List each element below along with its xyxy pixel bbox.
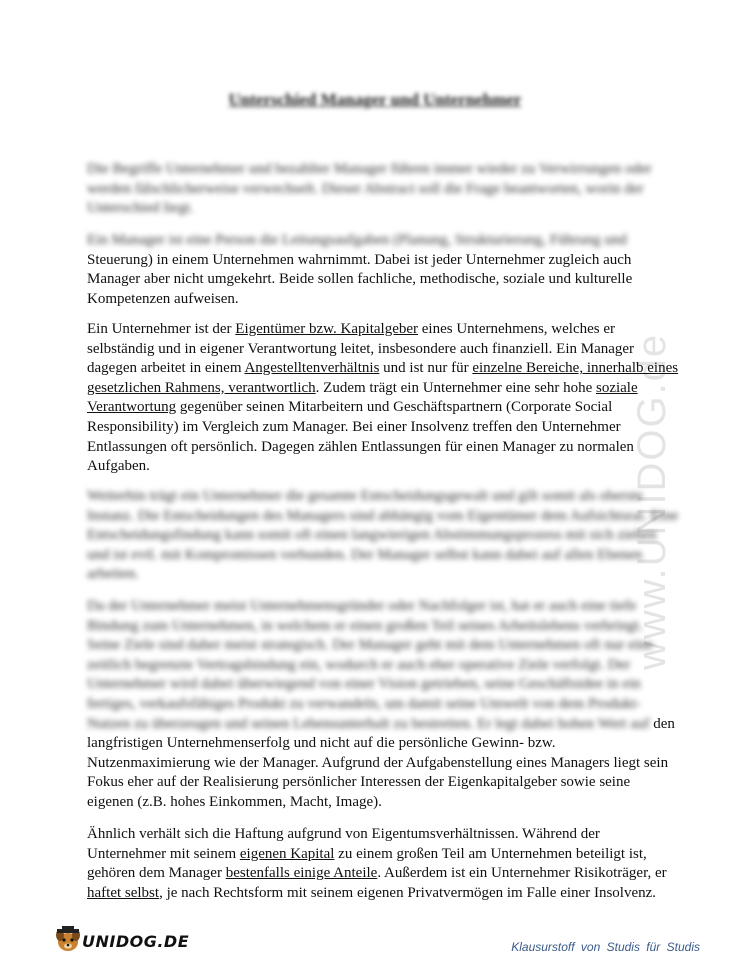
paragraph-decision-power: Weiterhin trägt ein Unternehmer die gesamte Entscheidungsgewalt und gilt somit als oberste Instanz. Die Entscheidungen des Managers sind abhängig vom Eigentümer dem Aufsichtsrat. Eine Entscheidungsfindung kann somit oft einen langwierigen Abstimmungsprozess mit sich ziehen und ist evtl. mit Kompromissen verbunden. Der Manager selbst kann dabei auf allen Ebenen arbeiten. [87,488,679,583]
blurred-text: Ein Manager ist eine Person die Leitungsaufgaben (Planung, Strukturierung, Führung und [87,232,627,248]
underlined-term: eigenen Kapital [239,845,335,862]
logo-text: UNIDOG.DE [82,932,190,951]
unidog-logo [54,926,190,956]
text-run: Ein Unternehmer ist der [87,321,236,337]
paragraph-intro: Die Begriffe Unternehmer und bezahlter Manager führen immer wieder zu Verwirrungen oder werden fälschlicherweise verwechselt. Dieser Abstract soll die Frage beantworten, worin der Unterschied liegt. [87,161,652,217]
underlined-term: einzelne Bereiche, innerhalb eines gesetzlichen Rahmens, verantwortlich [87,360,679,396]
paragraph-liability [87,825,679,903]
text-run: . Außerdem ist ein Unternehmer Risikoträger, er [377,865,667,882]
paragraph-text: den langfristigen Unternehmenserfolg und nicht auf die persönliche Gewinn- bzw. Nutzenmaximierung wie der Manager. Aufgrund der Aufgabenstellung eines Managers liegt sein Fokus eher auf der Realisierung persönlicher Interessen der Eigenkapitalgeber sowie seine eigenen (z.B. hohes Einkommen, Macht, Image). [87,715,675,810]
underlined-term: haftet selbst [87,884,160,901]
underlined-term: soziale Verantwortung [87,379,638,416]
page-title: Unterschied Manager und Unternehmer [228,90,522,109]
paragraph-bonding-goals [87,597,679,813]
dog-mascot-icon [54,926,84,954]
paragraph-manager-definition [87,231,679,309]
text-run: gegenüber seinen Mitarbeitern und Geschäftspartnern (Corporate Social Responsibility) im Vergleich zum Manager. Bei einer Insolvenz treffen den Unternehmer Entlassungen oft persönlich. Dagegen zählen Entlassungen für einen Manager zu normalen Aufgaben. [87,399,634,475]
paragraph-text: Steuerung) in einem Unternehmen wahrnimmt. Dabei ist jeder Unternehmer zugleich auch Manager aber nicht umgekehrt. Beide sollen fachliche, methodische, soziale und kulturelle Kompetenzen aufweisen. [87,251,633,307]
text-run: . Zudem trägt ein Unternehmer eine sehr hohe [315,379,596,396]
underlined-term: bestenfalls einige Anteile [225,865,378,882]
watermark: www.UNIDOG.de [630,332,674,670]
footer-tagline: Klausurstoff von Studis für Studis [511,940,700,954]
text-run: und ist nur für [379,360,473,377]
text-run: eines Unternehmens, welches er selbständig und in eigener Verantwortung leitet, insbesondere auch finanziell. Ein Manager dagegen arbeitet in einem [87,321,635,377]
text-run: , je nach Rechtsform mit seinem eigenen Privatvermögen im Falle einer Insolvenz. [159,884,657,901]
text-run: Ähnlich verhält sich die Haftung aufgrund von Eigentumsverhältnissen. Während der Unternehmer mit seinem [87,826,600,862]
blurred-text: Da der Unternehmer meist Unternehmensgründer oder Nachfolger ist, hat er auch eine tiefe Bindung zum Unternehmen, in welchem er einen großen Teil seines Arbeitslebens verbringt. Seine Ziele sind daher meist strategisch. Der Manager geht mit dem Unternehmen oft nur eine zeitlich begrenzte Vertragsbindung ein, wodurch er auch eher operative Ziele verfolgt. Der Unternehmer wird dabei überwiegend von einer Vision getrieben, seine Geschäftsidee in ein fertiges, verkaufsfähiges Produkt zu verwandeln, um damit seine Umwelt von dem Produkt-Nutzen zu überzeugen und seinen Lebensunterhalt zu bestreiten. Er legt dabei hohen Wert auf [87,598,654,732]
underlined-term: Eigentümer bzw. Kapitalgeber [235,321,418,337]
page-footer [0,920,750,960]
text-run: zu einem großen Teil am Unternehmen beteiligt ist, gehören dem Manager [87,845,647,882]
underlined-term: Angestelltenverhältnis [244,360,380,377]
paragraph-entrepreneur-definition [87,320,679,477]
